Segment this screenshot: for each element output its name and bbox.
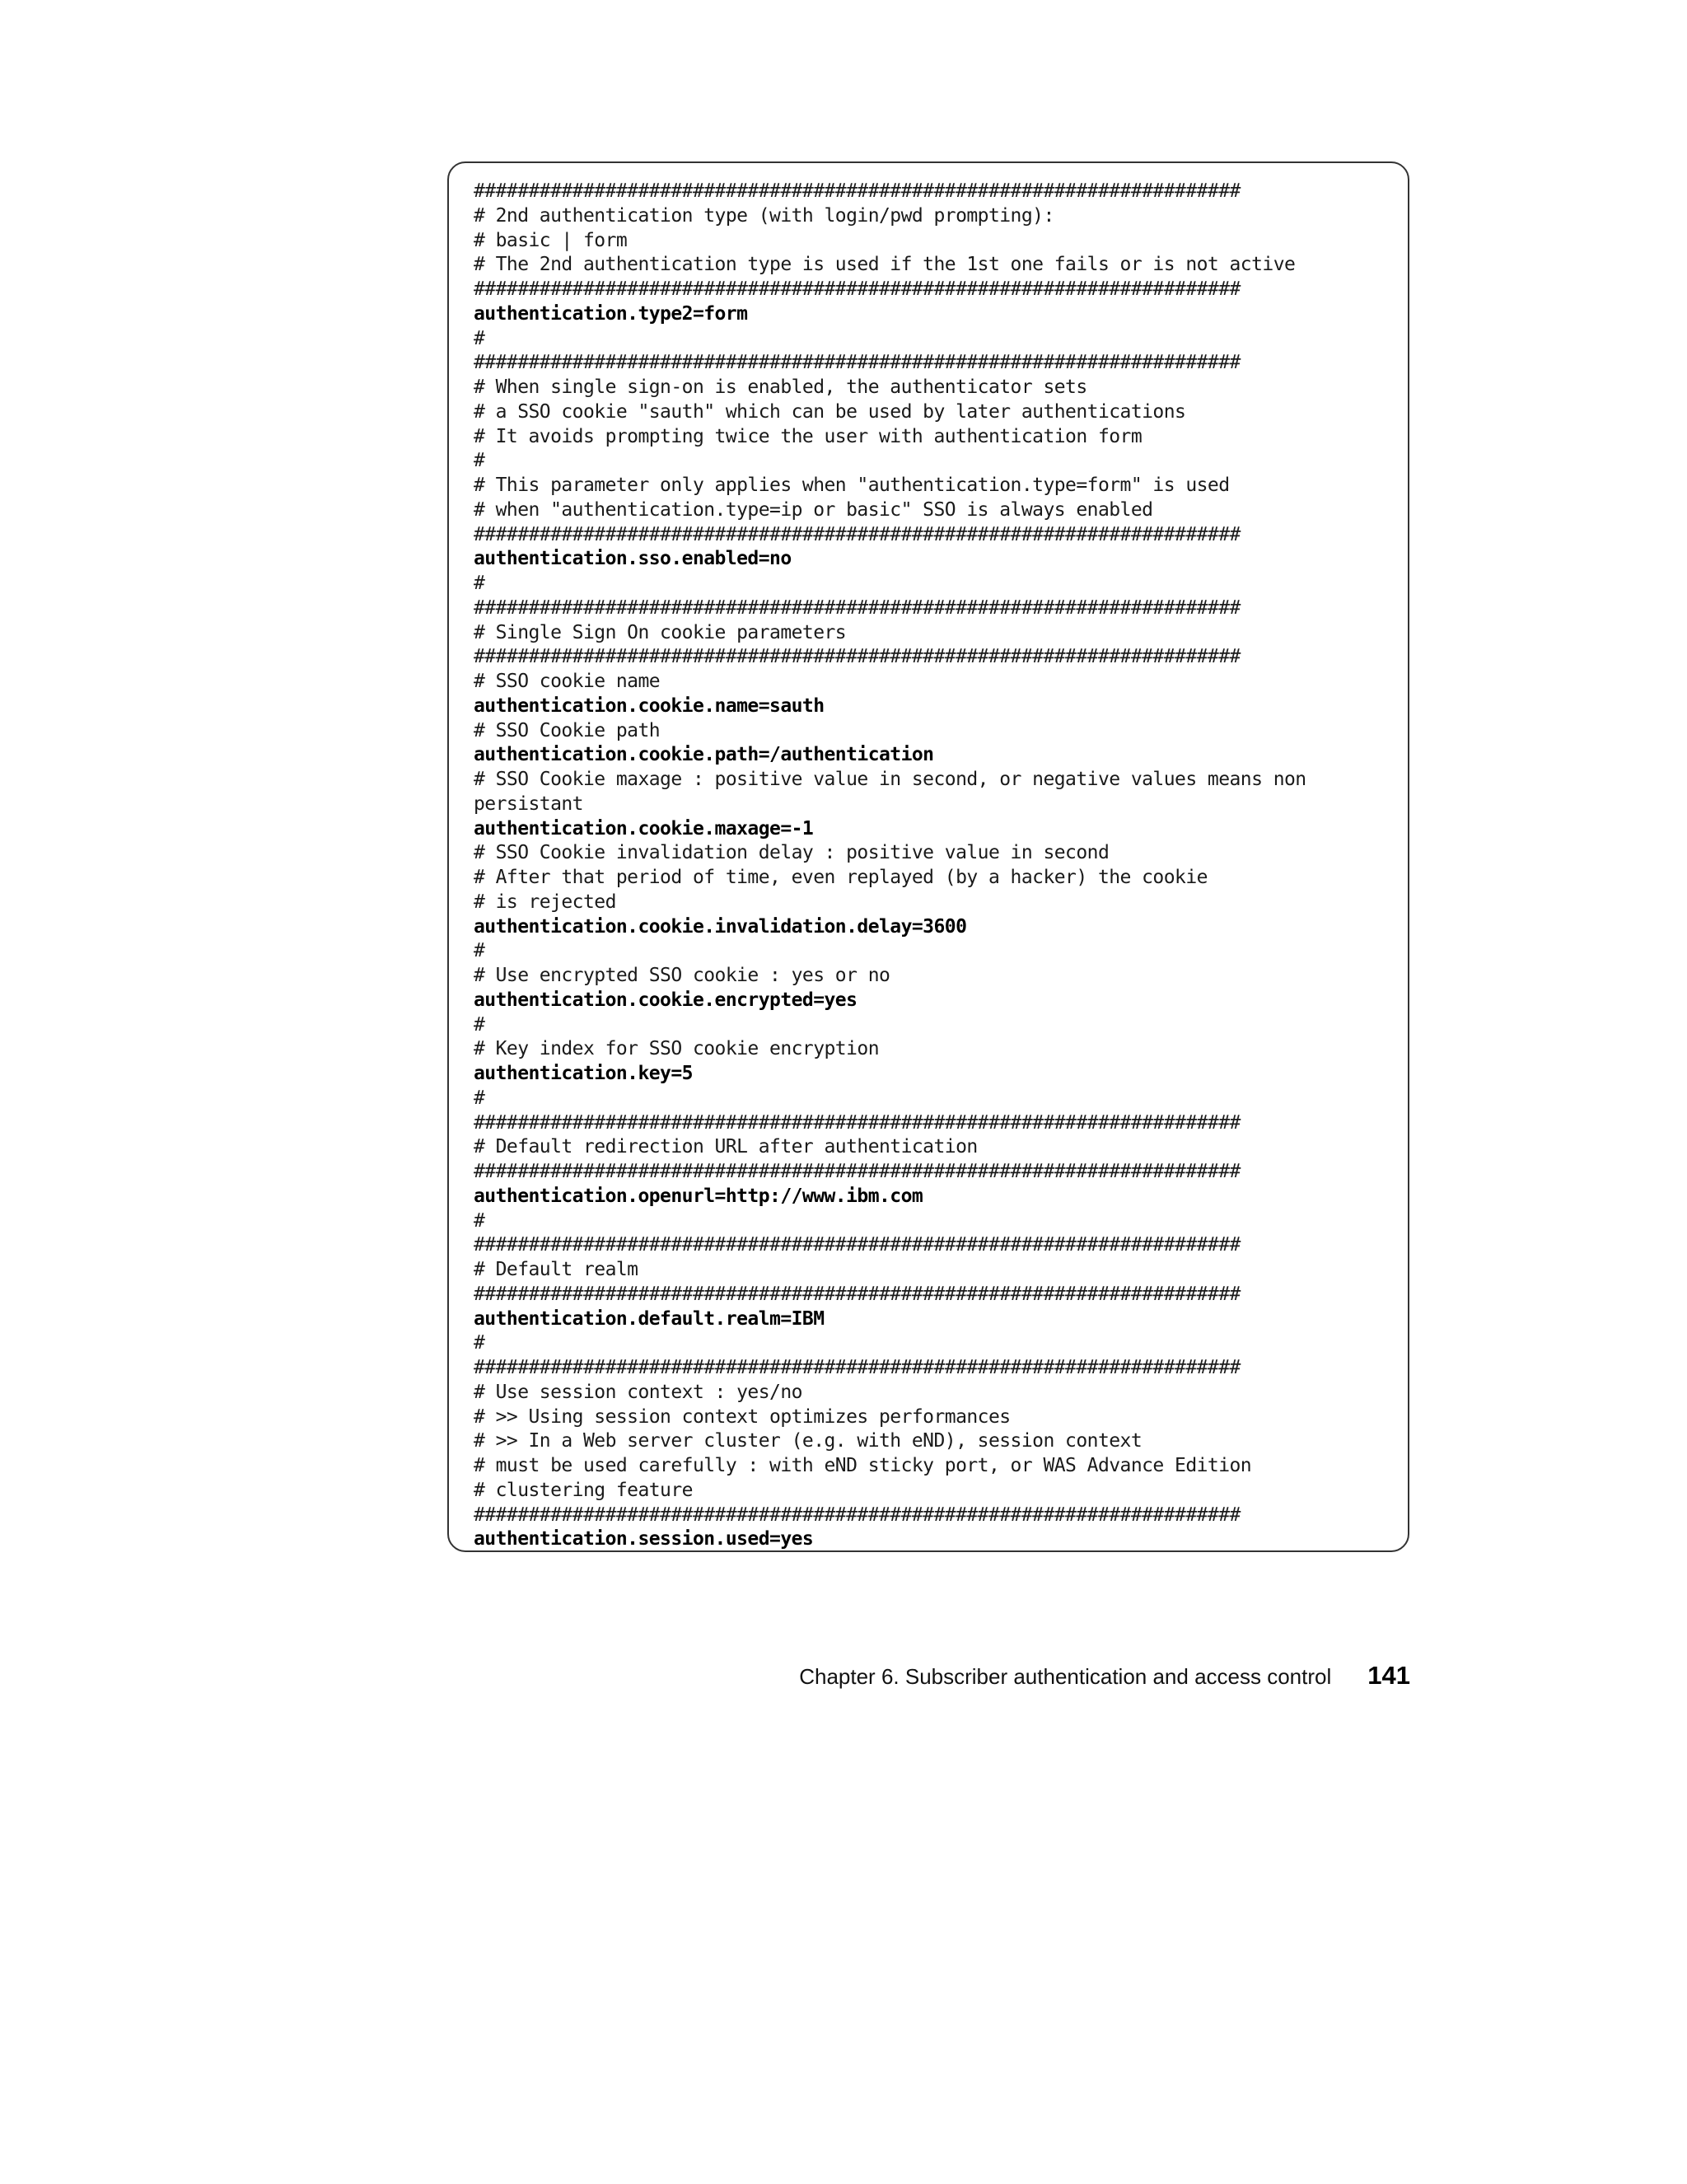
comment-line: # <box>474 573 485 594</box>
comment-line: ###################################################################### <box>474 1161 1241 1182</box>
comment-line: # Default redirection URL after authentication <box>474 1136 978 1158</box>
comment-line: # clustering feature <box>474 1479 693 1501</box>
comment-line: # It avoids prompting twice the user with authentication form <box>474 425 1143 447</box>
config-setting-line: authentication.cookie.invalidation.delay=3600 <box>474 915 967 938</box>
comment-line: ###################################################################### <box>474 180 1241 202</box>
comment-line: ###################################################################### <box>474 646 1241 668</box>
comment-line: # when "authentication.type=ip or basic" SSO is always enabled <box>474 498 1153 521</box>
comment-line: # <box>474 1332 485 1354</box>
config-setting-line: authentication.cookie.encrypted=yes <box>474 989 858 1011</box>
page-number: 141 <box>1367 1661 1410 1690</box>
comment-line: # must be used carefully : with eND sticky port, or WAS Advance Edition <box>474 1455 1252 1476</box>
config-setting-line: authentication.default.realm=IBM <box>474 1307 825 1330</box>
comment-line: # Use encrypted SSO cookie : yes or no <box>474 965 890 986</box>
code-listing-box <box>447 161 1409 1552</box>
comment-line: ###################################################################### <box>474 1283 1241 1305</box>
comment-line: # >> In a Web server cluster (e.g. with eND), session context <box>474 1430 1143 1452</box>
comment-line: ###################################################################### <box>474 1234 1241 1256</box>
comment-line: # This parameter only applies when "authentication.type=form" is used <box>474 475 1230 496</box>
comment-line: persistant <box>474 793 583 815</box>
config-setting-line: authentication.key=5 <box>474 1063 693 1084</box>
comment-line: ###################################################################### <box>474 523 1241 545</box>
comment-line: # SSO Cookie invalidation delay : positive value in second <box>474 842 1110 864</box>
comment-line: ###################################################################### <box>474 352 1241 374</box>
comment-line: # When single sign-on is enabled, the authenticator sets <box>474 376 1087 398</box>
comment-line: ###################################################################### <box>474 1504 1241 1526</box>
comment-line: # <box>474 327 485 349</box>
comment-line: # <box>474 1013 485 1036</box>
comment-line: # a SSO cookie "sauth" which can be used by later authentications <box>474 400 1186 423</box>
comment-line: ###################################################################### <box>474 596 1241 619</box>
code-listing <box>474 180 1408 1552</box>
page-footer <box>799 1661 1410 1691</box>
config-setting-line: authentication.sso.enabled=no <box>474 548 792 570</box>
footer-chapter-title: Chapter 6. Subscriber authentication and access control <box>799 1664 1332 1689</box>
comment-line: # SSO Cookie path <box>474 719 661 741</box>
comment-line: # Key index for SSO cookie encryption <box>474 1038 879 1060</box>
config-setting-line: authentication.cookie.path=/authentication <box>474 744 934 766</box>
config-setting-line: authentication.session.used=yes <box>474 1528 814 1550</box>
comment-line: # <box>474 1209 485 1232</box>
comment-line: # <box>474 1087 485 1109</box>
comment-line: ###################################################################### <box>474 1357 1241 1378</box>
config-setting-line: authentication.cookie.name=sauth <box>474 694 825 717</box>
comment-line: # <box>474 450 485 472</box>
comment-line: # SSO cookie name <box>474 671 661 692</box>
comment-line: # basic | form <box>474 229 628 251</box>
comment-line: ###################################################################### <box>474 278 1241 300</box>
comment-line: # is rejected <box>474 891 616 913</box>
comment-line: # Single Sign On cookie parameters <box>474 621 847 643</box>
comment-line: # The 2nd authentication type is used if the 1st one fails or is not active <box>474 254 1296 276</box>
comment-line: # <box>474 940 485 962</box>
config-setting-line: authentication.type2=form <box>474 302 748 325</box>
comment-line: # After that period of time, even replayed (by a hacker) the cookie <box>474 867 1208 888</box>
comment-line: # Default realm <box>474 1259 638 1280</box>
comment-line: # SSO Cookie maxage : positive value in second, or negative values means non <box>474 769 1306 790</box>
comment-line: ###################################################################### <box>474 1111 1241 1134</box>
config-setting-line: authentication.openurl=http://www.ibm.com <box>474 1185 923 1207</box>
comment-line: # 2nd authentication type (with login/pwd prompting): <box>474 204 1054 227</box>
comment-line: # Use session context : yes/no <box>474 1381 802 1403</box>
comment-line: # >> Using session context optimizes performances <box>474 1405 1011 1428</box>
config-setting-line: authentication.cookie.maxage=-1 <box>474 817 814 839</box>
